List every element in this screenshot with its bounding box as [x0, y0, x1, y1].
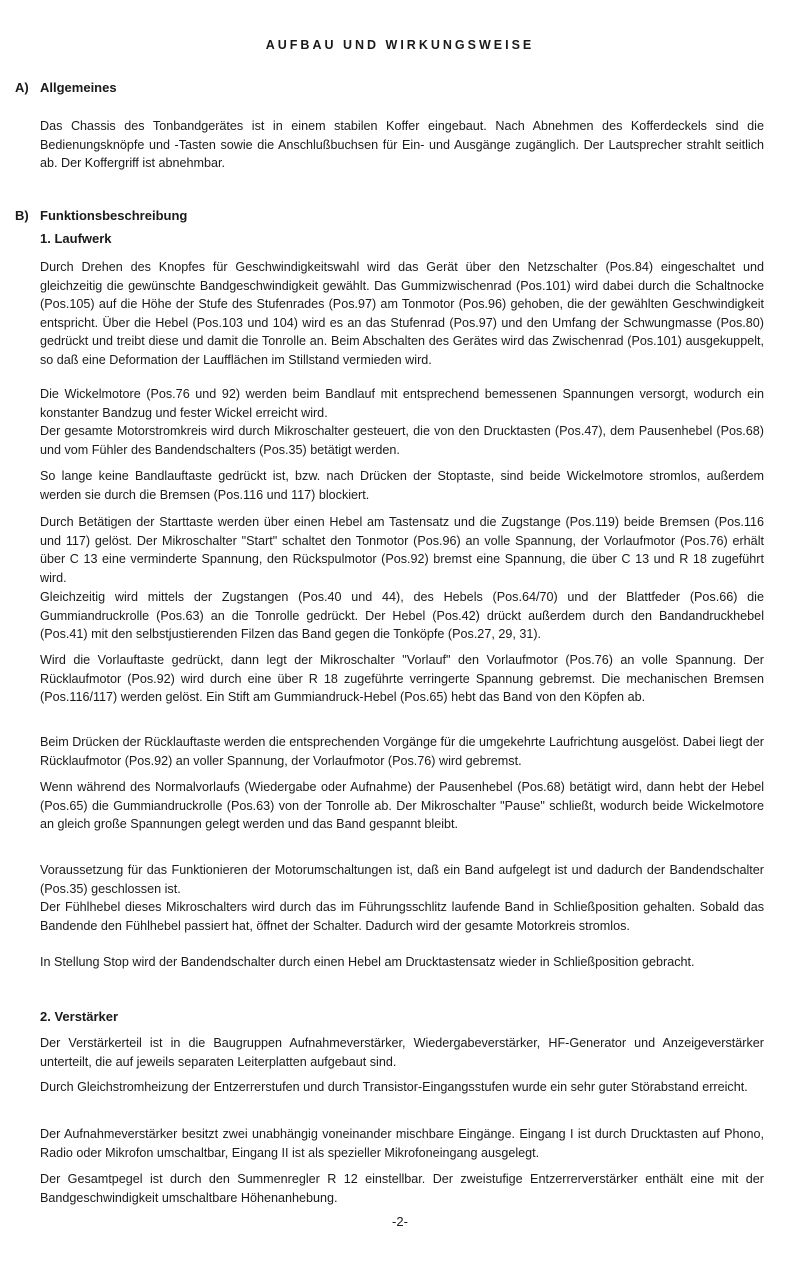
paragraph-verstaerker-2: Durch Gleichstromheizung der Entzerrerstufen und durch Transistor-Eingangsstufen wurde ein sehr guter Störabstand erreicht. — [40, 1080, 748, 1094]
paragraph-laufwerk-12: In Stellung Stop wird der Bandendschalter durch einen Hebel am Drucktastensatz wieder in Schließposition gebracht. — [40, 955, 695, 969]
subsection-laufwerk-heading: 1. Laufwerk — [40, 231, 112, 246]
paragraph-laufwerk-11: Der Fühlhebel dieses Mikroschalters wird durch das im Führungsschlitz laufende Band in Schließposition gehalten. Sobald das Bandende den Fühlhebel passiert hat, öffnet der Schalter. Dadurch wird der gesamte Motorkreis stromlos. — [40, 900, 764, 933]
section-a-label: A) — [15, 80, 29, 95]
paragraph-verstaerker-3: Der Aufnahmeverstärker besitzt zwei unabhängig voneinander mischbare Eingänge. Eingang I ist durch Drucktasten auf Phono, Radio oder Mikrofon umschaltbar, Eingang II ist als spezieller Mikrofoneingang ausgelegt. — [40, 1127, 764, 1160]
section-b-title: Funktionsbeschreibung — [40, 208, 188, 223]
paragraph-laufwerk-1: Durch Drehen des Knopfes für Geschwindigkeitswahl wird das Gerät über den Netzschalter (Pos.84) eingeschaltet und gleichzeitig die gewünschte Bandgeschwindigkeit gewählt. Das Gummizwischenrad (Pos.101) wird dabei durch die Schaltnocke (Pos.105) auf die Höhe der Stufe des Stufenrades (Pos.97) am Tonmotor (Pos.96) gehoben, die der gewählten Geschwindigkeit entspricht. Über die Hebel (Pos.103 und 104) wird es an das Stufenrad (Pos.97) und den Umfang der Schwungmasse (Pos.80) gedrückt und treibt diese und damit die Tonrolle an. Beim Abschalten des Gerätes wird das Zwischenrad (Pos.101) ausgekuppelt, so daß eine Deformation der Laufflächen im Stillstand vermieden wird. — [40, 260, 764, 367]
paragraph-verstaerker-4: Der Gesamtpegel ist durch den Summenregler R 12 einstellbar. Der zweistufige Entzerrerverstärker enthält eine mit der Bandgeschwindigkeit umschaltbare Höhenanhebung. — [40, 1172, 764, 1205]
paragraph-verstaerker-1: Der Verstärkerteil ist in die Baugruppen Aufnahmeverstärker, Wiedergabeverstärker, HF-Generator und Anzeigeverstärker unterteilt, die auf jeweils separaten Leiterplatten aufgebaut sind. — [40, 1036, 764, 1069]
page-title: AUFBAU UND WIRKUNGSWEISE — [265, 38, 535, 52]
page-number: -2- — [392, 1214, 408, 1229]
paragraph-laufwerk-10: Voraussetzung für das Funktionieren der Motorumschaltungen ist, daß ein Band aufgelegt ist und dadurch der Bandendschalter (Pos.35) geschlossen ist. — [40, 863, 764, 896]
paragraph-laufwerk-8: Beim Drücken der Rücklauftaste werden die entsprechenden Vorgänge für die umgekehrte Laufrichtung ausgelöst. Dabei liegt der Rücklaufmotor (Pos.92) an voller Spannung, der Vorlaufmotor (Pos.76) wird gebremst. — [40, 735, 764, 768]
section-a-heading — [15, 80, 117, 95]
paragraph-laufwerk-3: Der gesamte Motorstromkreis wird durch Mikroschalter gesteuert, die von den Drucktasten (Pos.47), dem Pausenhebel (Pos.68) und vom Fühler des Bandendschalters (Pos.35) betätigt werden. — [40, 424, 764, 457]
paragraph-laufwerk-9: Wenn während des Normalvorlaufs (Wiedergabe oder Aufnahme) der Pausenhebel (Pos.68) betätigt wird, dann hebt der Hebel (Pos.65) die Gummiandruckrolle (Pos.63) von der Tonrolle ab. Der Mikroschalter "Pause" schließt, wodurch beide Wickelmotore an gleich große Spannungen gelegt werden und das Band gespannt bleibt. — [40, 780, 764, 832]
subsection-verstaerker-heading: 2. Verstärker — [40, 1009, 119, 1024]
paragraph-laufwerk-4: So lange keine Bandlauftaste gedrückt ist, bzw. nach Drücken der Stoptaste, sind beide Wickelmotore stromlos, außerdem werden sie durch die Bremsen (Pos.116 und 117) blockiert. — [40, 469, 764, 502]
section-b-label: B) — [15, 208, 29, 223]
paragraph-laufwerk-5: Durch Betätigen der Starttaste werden über einen Hebel am Tastensatz und die Zugstange (Pos.119) beide Bremsen (Pos.116 und 117) gelöst. Der Mikroschalter "Start" schaltet den Tonmotor (Pos.96) an volle Spannung, der Vorlaufmotor (Pos.76) erhält über C 13 eine verminderte Spannung, den Rückspulmotor (Pos.92) bremst eine Spannung, die über C 13 und R 18 zugeführt wird. — [40, 515, 764, 585]
paragraph-laufwerk-7: Wird die Vorlauftaste gedrückt, dann legt der Mikroschalter "Vorlauf" den Vorlaufmotor (Pos.76) an volle Spannung. Der Rücklaufmotor (Pos.92) wird durch eine über R 18 zugeführte verringerte Spannung gebremst. Die mechanischen Bremsen (Pos.116/117) werden gelöst. Ein Stift am Gummiandruck-Hebel (Pos.65) hebt das Band von den Köpfen ab. — [40, 653, 764, 705]
paragraph-laufwerk-2: Die Wickelmotore (Pos.76 und 92) werden beim Bandlauf mit entsprechend bemessenen Spannungen versorgt, wodurch ein konstanter Bandzug und fester Wickel erreicht wird. — [40, 387, 764, 420]
paragraph-laufwerk-6: Gleichzeitig wird mittels der Zugstangen (Pos.40 und 44), des Hebels (Pos.64/70) und der Blattfeder (Pos.66) die Gummiandruckrolle (Pos.63) an die Tonrolle gedrückt. Der Hebel (Pos.42) drückt außerdem durch den Bandandruckhebel (Pos.41) mit den selbstjustierenden Filzen das Band gegen die Tonköpfe (Pos.27, 29, 31). — [40, 590, 764, 642]
section-b-heading — [15, 208, 187, 223]
section-a-paragraph: Das Chassis des Tonbandgerätes ist in einem stabilen Koffer eingebaut. Nach Abnehmen des Kofferdeckels sind die Bedienungsknöpfe und -Tasten sowie die Anschlußbuchsen für Ein- und Ausgänge zugänglich. Der Lautsprecher strahlt seitlich ab. Der Koffergriff ist abnehmbar. — [40, 119, 764, 171]
section-a-title: Allgemeines — [40, 80, 117, 95]
